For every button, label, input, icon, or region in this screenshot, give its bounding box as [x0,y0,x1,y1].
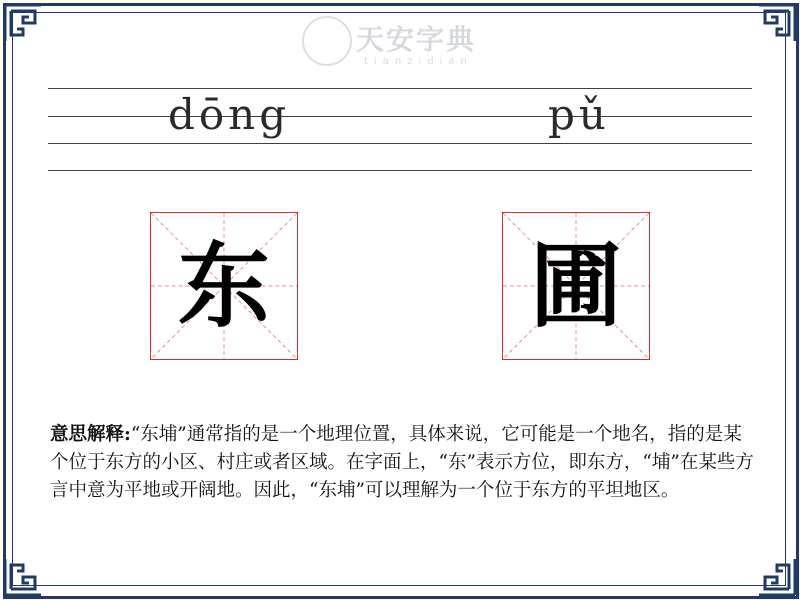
corner-ornament-bottom-right [757,557,797,597]
character-grid-first [150,212,298,360]
site-logo [302,14,502,74]
logo-seal-icon [302,16,352,66]
staff-line [48,88,752,89]
corner-ornament-top-left [3,3,43,43]
logo-subtitle: tianzidian [364,56,473,67]
pinyin-first: dōng [168,90,291,139]
staff-line [48,170,752,171]
explanation-text: “东埔”通常指的是一个地理位置，具体来说，它可能是一个地名，指的是某个位于东方的小区、村庄或者区域。在字面上，“东”表示方位，即东方，“埔”在某些方言中意为平地或开阔地。因此，“东埔”可以理解为一个位于东方的平坦地区。 [50,424,754,501]
pinyin-staff [48,88,752,172]
logo-name: 天安字典 [356,23,477,56]
staff-line [48,116,752,117]
corner-ornament-bottom-left [3,557,43,597]
corner-ornament-top-right [757,3,797,43]
character-grid-second [502,212,650,360]
staff-line [48,143,752,144]
character-second: 圃 [529,232,622,340]
explanation-label: 意思解释: [50,424,131,445]
explanation-paragraph [50,421,756,505]
character-first: 东 [177,232,270,340]
pinyin-second: pǔ [548,90,610,139]
